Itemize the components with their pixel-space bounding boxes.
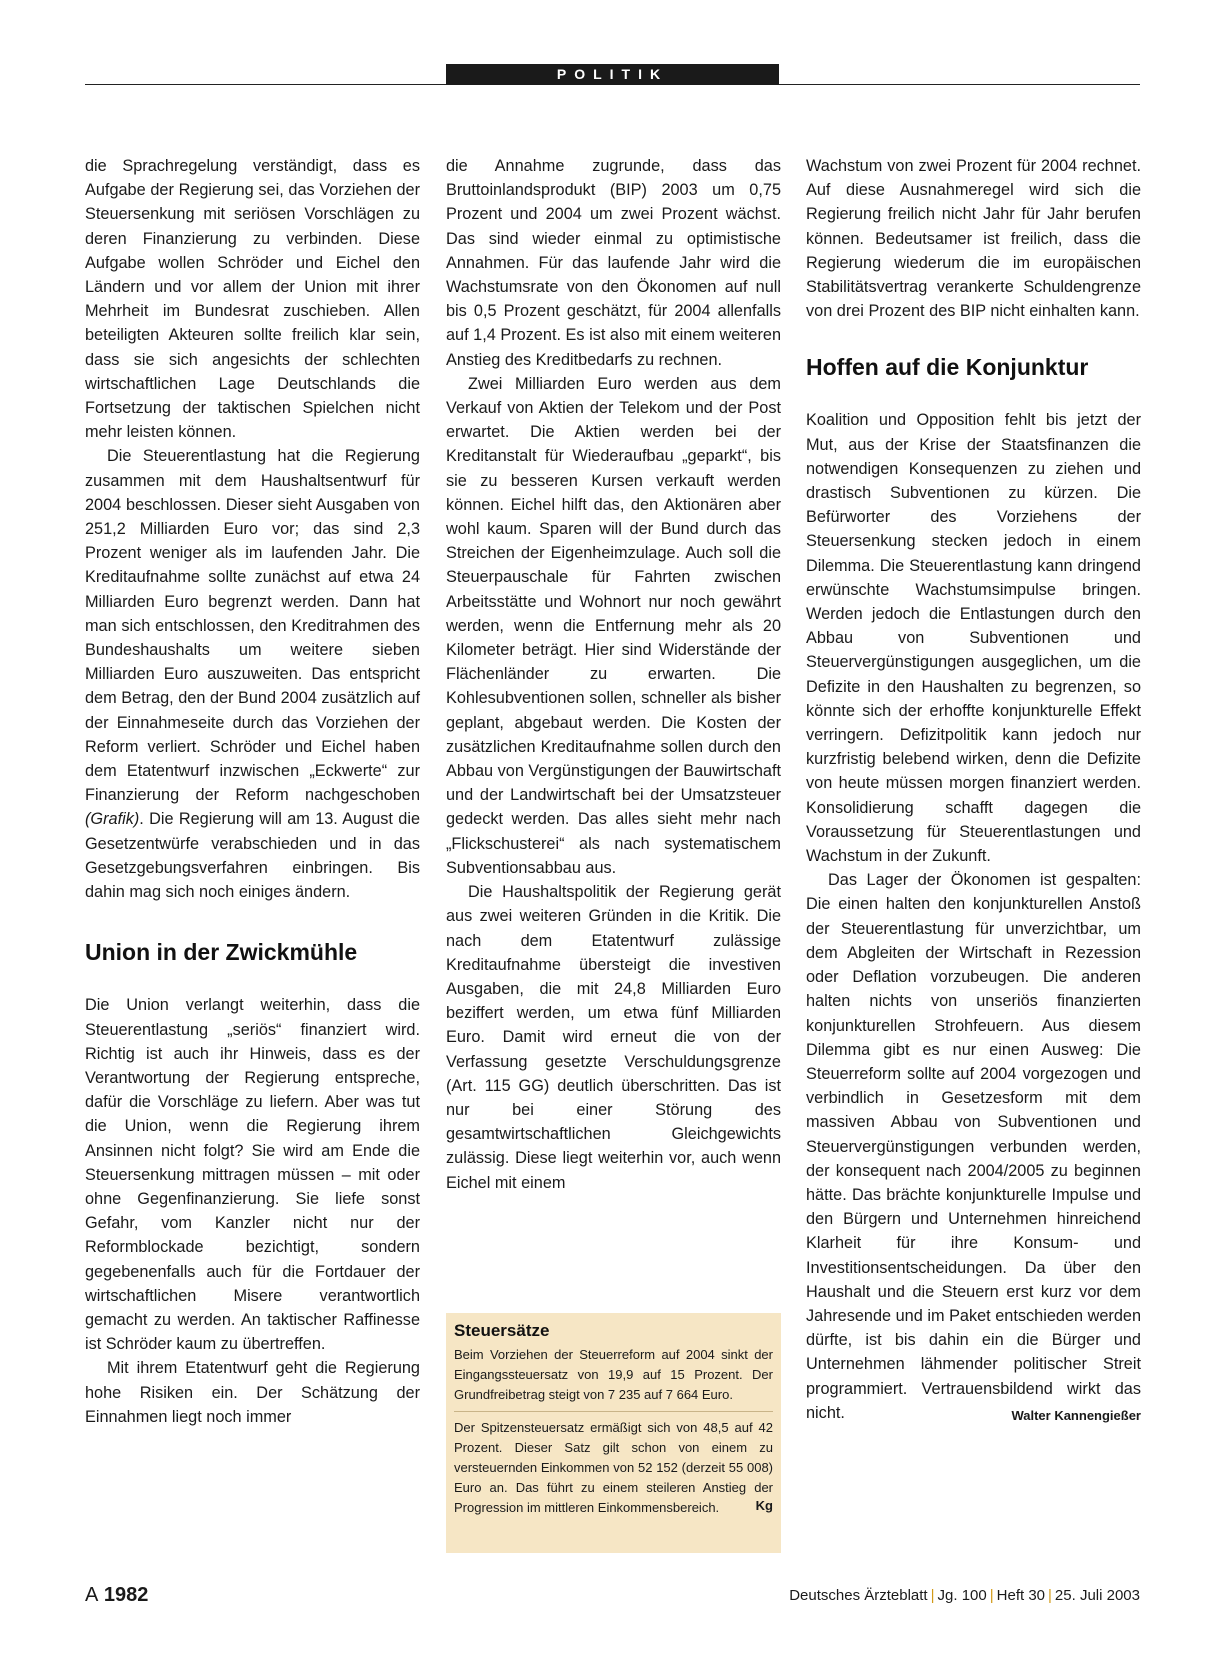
info-box-text: Beim Vorziehen der Steuerreform auf 2004 sinkt der Eingangssteuersatz von 19,9 auf 15 Prozent. Der Grundfreibetrag steigt von 7 235 auf 7 664 Euro. bbox=[454, 1347, 773, 1402]
info-box-divider bbox=[454, 1411, 773, 1412]
subheading: Hoffen auf die Konjunktur bbox=[806, 354, 1089, 381]
journal-info bbox=[789, 1587, 1140, 1604]
paragraph: die Sprachregelung verständigt, dass es Aufgabe der Regierung sei, das Vorziehen der Steuersenkung mit seriösen Vorschlägen zu deren Finanzierung zu verbinden. Diese Aufgabe wollen Schröder und Eichel den Ländern und vor allem der Union mit ihrer Mehrheit im Bundesrat zuschieben. Allen beteiligten Akteuren sollte freilich klar sein, dass sie sich angesichts der schlechten wirtschaftlichen Lage Deutschlands die Fortsetzung der taktischen Spielchen nicht mehr leisten können. bbox=[85, 157, 420, 442]
paragraph bbox=[85, 444, 420, 904]
paragraph-text: . Die Regierung will am 13. August die Gesetzentwürfe verabschieden und in das Gesetzgebungsverfahren einbringen. Bis dahin mag sich noch einiges ändern. bbox=[85, 810, 420, 902]
subheading: Union in der Zwickmühle bbox=[85, 939, 358, 966]
article-column-2 bbox=[446, 154, 781, 1195]
info-box-signature: Kg bbox=[755, 1498, 773, 1513]
separator: | bbox=[1048, 1587, 1052, 1604]
journal-volume: Jg. 100 bbox=[937, 1587, 987, 1604]
paragraph-text: Das Lager der Ökonomen ist gespalten: Die einen halten den konjunkturellen Anstoß der Steuerentlastung für unverzichtbar, um dem Abgleiten der Wirtschaft in Rezession oder Deflation vorzubeugen. Die anderen halten nichts von unseriös finanzierten konjunkturellen Strohfeuern. Aus diesem Dilemma gibt es nur einen Ausweg: Die Steuerreform sollte auf 2004 vorgezogen und verbindlich in Gesetzesform mit dem massiven Abbau von Subventionen und Steuervergünstigungen verbunden werden, der konsequent nach 2004/2005 zu beginnen hätte. Das brächte konjunkturelle Impulse und den Bürgern und Unternehmen hinreichend Klarheit für ihre Konsum- und Investitionsentscheidungen. Da über den Haushalt und die Steuern erst kurz vor dem Jahresende und im Paket entschieden werden dürfte, ist bis dahin ein die Bürger und Unternehmen lähmender politischer Streit programmiert. Vertrauensbildend wirkt das nicht. bbox=[806, 871, 1141, 1422]
paragraph: Zwei Milliarden Euro werden aus dem Verkauf von Aktien der Telekom und der Post erwartet. Die Aktien werden bei der Kreditanstalt für Wiederaufbau „geparkt“, bis sie zu besseren Kursen verkauft werden können. Eichel hilft das, den Aktionären aber wohl kaum. Sparen will der Bund durch das Streichen der Eigenheimzulage. Auch soll die Steuerpauschale für Fahrten zwischen Arbeitsstätte und Wohnort nur noch gewährt werden, wenn die Entfernung mehr als 20 Kilometer beträgt. Hier sind Widerstände der Flächenländer zu erwarten. Die Kohlesubventionen sollen, schneller als bisher geplant, abgebaut werden. Die Kosten der zusätzlichen Kreditaufnahme sollen durch den Abbau von Vergünstigungen der Bauwirtschaft und der Landwirtschaft bei der Umsatzsteuer gedeckt werden. Das alles sieht mehr nach „Flickschusterei“ als nach systematischem Subventionsabbau aus. bbox=[446, 374, 781, 877]
page-number bbox=[85, 1584, 148, 1607]
separator: | bbox=[930, 1587, 935, 1604]
paragraph: Mit ihrem Etatentwurf geht die Regierung hohe Risiken ein. Der Schätzung der Einnahmen liegt noch immer bbox=[85, 1359, 420, 1426]
article-column-3 bbox=[806, 154, 1141, 1428]
page-number-value: 1982 bbox=[103, 1584, 149, 1606]
info-box-text: Der Spitzensteuersatz ermäßigt sich von 48,5 auf 42 Prozent. Dieser Satz gilt schon von einem zu versteuernden Einkommen von 52 152 (derzeit 55 008) Euro an. Das führt zu einem steileren Anstieg der Progression im mittleren Einkommensbereich. bbox=[454, 1420, 773, 1515]
info-box-title: Steuersätze bbox=[454, 1321, 550, 1340]
page-prefix: A bbox=[85, 1584, 99, 1606]
paragraph: die Annahme zugrunde, dass das Bruttoinlandsprodukt (BIP) 2003 um 0,75 Prozent und 2004 um zwei Prozent wächst. Das sind wieder einmal zu optimistische Annahmen. Für das laufende Jahr wird die Wachstumsrate von den Ökonomen auf null bis 0,5 Prozent geschätzt, für 2004 allenfalls auf 1,4 Prozent. Es ist also mit einem weiteren Anstieg des Kreditbedarfs zu rechnen. bbox=[446, 157, 781, 369]
paragraph: Die Haushaltspolitik der Regierung gerät aus zwei weiteren Gründen in die Kritik. Die nach dem Etatentwurf zulässige Kreditaufnahme übersteigt die investiven Ausgaben, die mit 24,8 Milliarden Euro beziffert werden, um etwa fünf Milliarden Euro. Damit wird erneut die von der Verfassung gesetzte Verschuldungsgrenze (Art. 115 GG) deutlich überschritten. Das ist nur bei einer Störung des gesamtwirtschaftlichen Gleichgewichts zulässig. Diese liegt weiterhin vor, auch wenn Eichel mit einem bbox=[446, 883, 781, 1192]
journal-issue: Heft 30 bbox=[996, 1587, 1046, 1604]
paragraph: Die Union verlangt weiterhin, dass die Steuerentlastung „seriös“ finanziert wird. Richtig ist auch ihr Hinweis, dass es der Verantwortung der Regierung entspreche, dafür die Vorschläge zu liefern. Aber was tut die Union, wenn die Regierung ihrem Ansinnen nicht folgt? Sie wird am Ende die Steuersenkung mittragen müssen – mit oder ohne Gegenfinanzierung. Sie liefe sonst Gefahr, vom Kanzler nicht nur der Reformblockade bezichtigt, sondern gegebenenfalls auch für die Fortdauer der wirtschaftlichen Misere verantwortlich gemacht zu werden. An taktischer Raffinesse ist Schröder kaum zu übertreffen. bbox=[85, 996, 420, 1354]
paragraph-text: Die Steuerentlastung hat die Regierung zusammen mit dem Haushaltsentwurf für 2004 beschlossen. Dieser sieht Ausgaben von 251,2 Milliarden Euro vor; das sind 2,3 Prozent weniger als im laufenden Jahr. Die Kreditaufnahme sollte zunächst auf etwa 24 Milliarden Euro begrenzt werden. Dann hat man sich entschlossen, den Kreditrahmen des Bundeshaushalts um weitere sieben Milliarden Euro auszuweiten. Das entspricht dem Betrag, den der Bund 2004 zusätzlich auf der Einnahmeseite durch das Vorziehen der Reform verliert. Schröder und Eichel haben dem Etatentwurf inzwischen „Eckwerte“ zur Finanzierung der Reform nachgeschoben bbox=[85, 447, 420, 805]
paragraph: Wachstum von zwei Prozent für 2004 rechnet. Auf diese Ausnahmeregel wird sich die Regierung freilich nicht Jahr für Jahr berufen können. Bedeutsamer ist freilich, dass die Regierung wiederum die im europäischen Stabilitätsvertrag verankerte Schuldengrenze von drei Prozent des BIP nicht einhalten kann. bbox=[806, 157, 1141, 321]
article-column-1 bbox=[85, 154, 420, 1429]
journal-name: Deutsches Ärzteblatt bbox=[789, 1587, 928, 1604]
info-box bbox=[446, 1313, 781, 1553]
paragraph: Koalition und Opposition fehlt bis jetzt der Mut, aus der Krise der Staatsfinanzen die notwendigen Konsequenzen zu ziehen und drastisch Subventionen zu kürzen. Die Befürworter des Vorziehens der Steuersenkung stecken jedoch in einem Dilemma. Die Steuerentlastung kann dringend erwünschte Wachstumsimpulse bringen. Werden jedoch die Entlastungen durch den Abbau von Subventionen und Steuervergünstigungen ausgeglichen, um die Defizite in den Haushalten zu begrenzen, so könnte sich der erhoffte konjunkturelle Effekt verringern. Defizitpolitik kann jedoch nur kurzfristig belebend wirken, denn die Defizite von heute müssen morgen finanziert werden. Konsolidierung schafft dagegen die Voraussetzung für Steuerentlastungen und Wachstum in der Zukunft. bbox=[806, 411, 1141, 866]
separator: | bbox=[989, 1587, 994, 1604]
figure-reference: (Grafik) bbox=[85, 810, 140, 829]
journal-date: 25. Juli 2003 bbox=[1054, 1587, 1140, 1604]
author-name: Walter Kannengießer bbox=[1011, 1407, 1141, 1423]
section-label: POLITIK bbox=[446, 64, 779, 85]
paragraph bbox=[806, 868, 1141, 1425]
